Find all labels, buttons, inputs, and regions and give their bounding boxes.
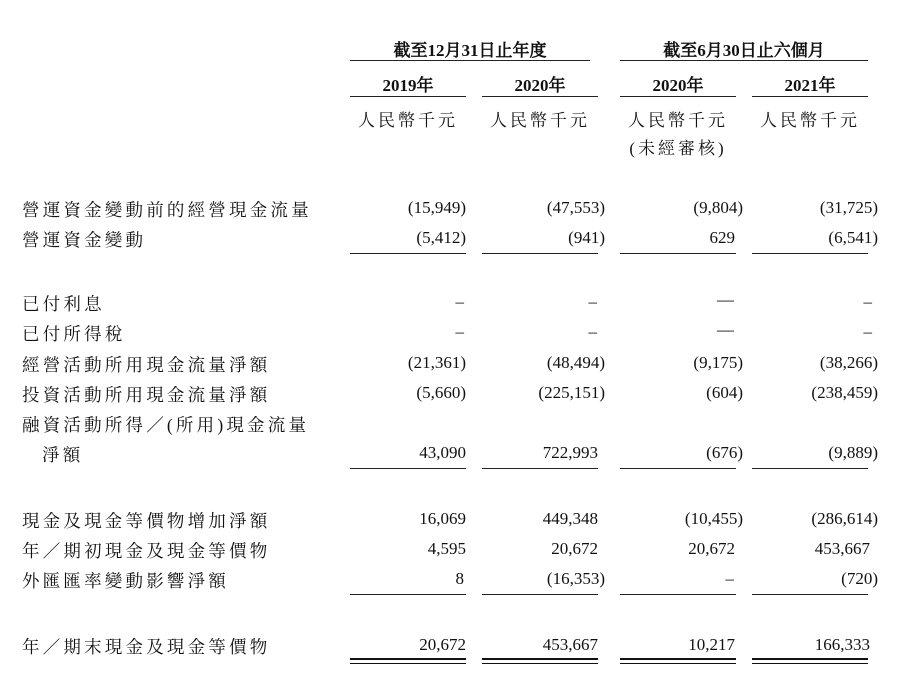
cell-r5-c1: (5,660) [416, 383, 466, 402]
header-rule-col1 [350, 96, 466, 97]
total-double-rule-2 [482, 658, 598, 664]
cell-r7-c4: (286,614) [811, 509, 878, 528]
header-rule-halfyear [620, 60, 868, 61]
subtotal-rule-9 [350, 594, 466, 595]
cell-r6-c2: 722,993 [542, 443, 598, 462]
row-label-net-investing: 投資活動所用現金流量淨額 [22, 385, 271, 405]
header-period-year: 截至12月31日止年度 [393, 41, 547, 60]
subtotal-rule-6 [482, 468, 598, 469]
row-label-closing-cash: 年／期末現金及現金等價物 [22, 637, 271, 657]
cell-r0-c1: (15,949) [407, 198, 466, 217]
cell-r4-c1: (21,361) [407, 353, 466, 372]
subtotal-rule-7 [620, 468, 736, 469]
header-rule-col4 [752, 96, 868, 97]
subtotal-rule-2 [482, 253, 598, 254]
subtotal-rule-1 [350, 253, 466, 254]
total-double-rule-3 [620, 658, 736, 664]
total-double-rule-1 [350, 658, 466, 664]
cell-r8-c2: 20,672 [551, 539, 598, 558]
cell-r9-c1: 8 [455, 569, 464, 588]
header-unit-col3: 人民幣千元 [628, 111, 728, 130]
cell-r8-c3: 20,672 [688, 539, 735, 558]
header-year-col4: 2021年 [784, 76, 836, 95]
cell-r0-c2: (47,553) [546, 198, 605, 217]
total-double-rule-4 [752, 658, 868, 664]
cell-r8-c1: 4,595 [427, 539, 466, 558]
cell-r2-c3: — [717, 290, 734, 309]
cell-r4-c3: (9,175) [693, 353, 743, 372]
cell-r10-c4: 166,333 [814, 635, 870, 654]
header-rule-col3 [620, 96, 736, 97]
row-label-operating-before-wc: 營運資金變動前的經營現金流量 [22, 200, 312, 220]
cell-r9-c3: – [725, 569, 734, 588]
header-unit-col1: 人民幣千元 [358, 111, 458, 130]
subtotal-rule-4 [752, 253, 868, 254]
subtotal-rule-12 [752, 594, 868, 595]
subtotal-rule-11 [620, 594, 736, 595]
cell-r1-c2: (941) [568, 228, 605, 247]
cell-r1-c3: 629 [709, 228, 735, 247]
cell-r4-c2: (48,494) [546, 353, 605, 372]
cell-r3-c3: — [717, 320, 734, 339]
cell-r4-c4: (38,266) [819, 353, 878, 372]
header-year-col1: 2019年 [382, 76, 434, 95]
header-rule-year [350, 60, 590, 61]
cell-r2-c1: – [455, 292, 464, 311]
header-unaudited-note: (未經審核) [629, 139, 727, 158]
row-label-interest-paid: 已付利息 [22, 294, 105, 314]
cell-r5-c3: (604) [706, 383, 743, 402]
cell-r6-c4: (9,889) [828, 443, 878, 462]
cell-r0-c4: (31,725) [819, 198, 878, 217]
cell-r9-c4: (720) [841, 569, 878, 588]
row-label-fx-effect: 外匯匯率變動影響淨額 [22, 571, 229, 591]
subtotal-rule-3 [620, 253, 736, 254]
cell-r5-c4: (238,459) [811, 383, 878, 402]
row-label-net-increase: 現金及現金等價物增加淨額 [22, 511, 271, 531]
cell-r6-c3: (676) [706, 443, 743, 462]
cell-r10-c2: 453,667 [542, 635, 598, 654]
cell-r10-c3: 10,217 [688, 635, 735, 654]
row-label-net-operating: 經營活動所用現金流量淨額 [22, 355, 271, 375]
cell-r5-c2: (225,151) [538, 383, 605, 402]
cell-r1-c4: (6,541) [828, 228, 878, 247]
cell-r3-c1: – [455, 322, 464, 341]
row-label-opening-cash: 年／期初現金及現金等價物 [22, 541, 271, 561]
cell-r8-c4: 453,667 [814, 539, 870, 558]
header-rule-col2 [482, 96, 598, 97]
header-year-col3: 2020年 [652, 76, 704, 95]
cell-r2-c2: – [588, 292, 597, 311]
cell-r7-c1: 16,069 [419, 509, 466, 528]
cell-r7-c2: 449,348 [542, 509, 598, 528]
cell-r7-c3: (10,455) [684, 509, 743, 528]
header-period-halfyear: 截至6月30日止六個月 [663, 41, 825, 60]
cell-r9-c2: (16,353) [546, 569, 605, 588]
cell-r3-c2: – [588, 322, 597, 341]
cell-r10-c1: 20,672 [419, 635, 466, 654]
cell-r3-c4: – [863, 322, 872, 341]
header-unit-col4: 人民幣千元 [760, 111, 860, 130]
subtotal-rule-5 [350, 468, 466, 469]
row-label-net-financing: 融資活動所得／(所用)現金流量 [22, 415, 310, 435]
cell-r6-c1: 43,090 [419, 443, 466, 462]
cell-r0-c3: (9,804) [693, 198, 743, 217]
row-label-income-tax-paid: 已付所得稅 [22, 324, 126, 344]
cell-r1-c1: (5,412) [416, 228, 466, 247]
cell-r2-c4: – [863, 292, 872, 311]
row-label-working-capital: 營運資金變動 [22, 230, 147, 250]
subtotal-rule-8 [752, 468, 868, 469]
subtotal-rule-10 [482, 594, 598, 595]
header-unit-col2: 人民幣千元 [490, 111, 590, 130]
header-year-col2: 2020年 [514, 76, 566, 95]
row-label-net-financing-cont: 淨額 [42, 445, 84, 465]
